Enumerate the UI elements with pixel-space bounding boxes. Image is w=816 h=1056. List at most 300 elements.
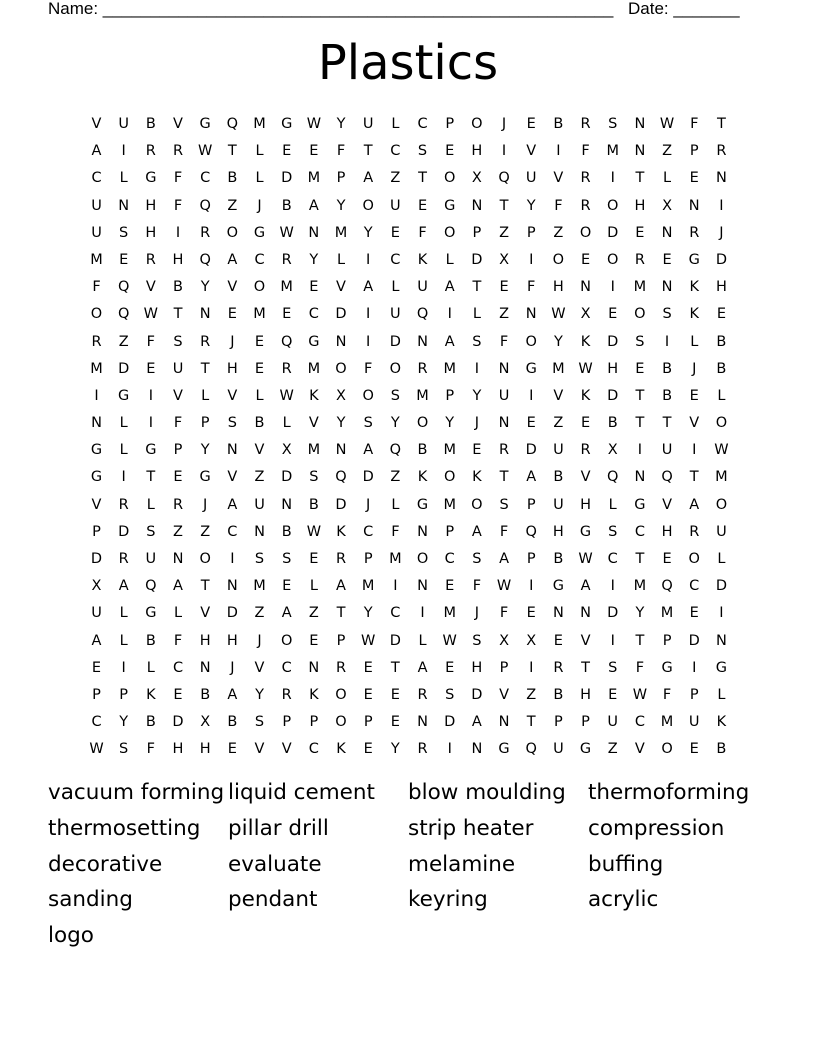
grid-letter[interactable]: B [227, 170, 238, 187]
grid-letter[interactable]: I [148, 415, 153, 432]
grid-letter[interactable]: E [499, 279, 509, 296]
grid-letter[interactable]: Z [662, 143, 673, 160]
grid-letter[interactable]: A [471, 523, 482, 540]
grid-letter[interactable]: X [580, 306, 591, 323]
grid-letter[interactable]: H [634, 197, 646, 214]
grid-letter[interactable]: D [226, 605, 238, 622]
grid-letter[interactable]: V [173, 387, 183, 404]
grid-letter[interactable]: E [390, 686, 400, 703]
grid-letter[interactable]: E [91, 659, 102, 676]
grid-letter[interactable]: N [91, 415, 102, 432]
grid-letter[interactable]: N [661, 224, 673, 241]
grid-letter[interactable]: I [366, 251, 371, 268]
grid-letter[interactable]: R [417, 741, 428, 758]
grid-letter[interactable]: N [281, 496, 293, 513]
grid-letter[interactable]: P [336, 632, 346, 649]
grid-letter[interactable]: G [579, 741, 592, 758]
grid-letter[interactable]: S [608, 659, 618, 676]
grid-letter[interactable]: M [307, 442, 321, 459]
grid-letter[interactable]: E [580, 415, 591, 432]
grid-letter[interactable]: N [417, 523, 428, 540]
grid-letter[interactable]: A [308, 197, 319, 214]
grid-letter[interactable]: V [580, 469, 591, 486]
grid-letter[interactable]: C [607, 551, 618, 567]
grid-letter[interactable]: H [661, 523, 673, 540]
grid-letter[interactable]: M [606, 143, 619, 160]
grid-letter[interactable]: H [580, 496, 591, 513]
grid-letter[interactable]: H [226, 360, 238, 377]
grid-letter[interactable]: M [443, 605, 456, 622]
grid-letter[interactable]: B [200, 686, 211, 703]
grid-letter[interactable]: L [309, 578, 318, 595]
grid-letter[interactable]: R [281, 251, 292, 268]
grid-letter[interactable]: T [526, 714, 536, 731]
grid-letter[interactable]: S [282, 551, 292, 567]
grid-letter[interactable]: C [308, 741, 319, 758]
grid-letter[interactable]: G [118, 387, 130, 404]
grid-letter[interactable]: H [226, 632, 238, 649]
grid-letter[interactable]: N [172, 551, 184, 567]
grid-letter[interactable]: L [119, 632, 128, 649]
grid-letter[interactable]: M [90, 251, 103, 268]
grid-letter[interactable]: G [281, 116, 293, 132]
grid-letter[interactable]: F [336, 143, 346, 160]
grid-letter[interactable]: M [552, 360, 565, 377]
grid-letter[interactable]: Q [661, 469, 673, 486]
grid-letter[interactable]: O [335, 686, 347, 703]
grid-letter[interactable]: G [688, 251, 700, 268]
grid-letter[interactable]: G [145, 605, 157, 622]
grid-letter[interactable]: Z [553, 415, 564, 432]
grid-letter[interactable]: O [362, 387, 374, 404]
grid-letter[interactable]: F [499, 605, 509, 622]
grid-letter[interactable]: G [416, 496, 429, 513]
grid-letter[interactable]: B [227, 714, 238, 731]
grid-letter[interactable]: L [717, 686, 726, 703]
grid-letter[interactable]: V [254, 659, 265, 676]
grid-letter[interactable]: K [309, 387, 319, 404]
grid-letter[interactable]: C [390, 143, 401, 160]
grid-letter[interactable]: X [499, 632, 510, 649]
grid-letter[interactable]: I [230, 551, 235, 567]
grid-letter[interactable]: W [442, 632, 457, 649]
grid-letter[interactable]: D [525, 442, 537, 459]
grid-letter[interactable]: S [119, 224, 129, 241]
grid-letter[interactable]: A [227, 496, 238, 513]
grid-letter[interactable]: M [416, 387, 429, 404]
grid-letter[interactable]: K [689, 306, 699, 323]
grid-letter[interactable]: F [146, 741, 155, 758]
grid-letter[interactable]: L [391, 279, 400, 296]
grid-letter[interactable]: K [336, 523, 346, 540]
grid-letter[interactable]: Y [390, 415, 400, 432]
grid-letter[interactable]: E [254, 333, 265, 350]
grid-letter[interactable]: A [118, 578, 129, 595]
grid-letter[interactable]: M [280, 279, 293, 296]
grid-letter[interactable]: M [660, 605, 674, 622]
grid-letter[interactable]: L [336, 251, 346, 268]
grid-letter[interactable]: I [692, 659, 697, 676]
grid-letter[interactable]: A [173, 578, 183, 595]
grid-letter[interactable]: D [281, 469, 293, 486]
grid-letter[interactable]: L [608, 496, 617, 513]
grid-letter[interactable]: Y [200, 442, 210, 459]
grid-letter[interactable]: U [417, 279, 428, 296]
grid-letter[interactable]: C [390, 251, 401, 268]
grid-letter[interactable]: N [715, 170, 727, 187]
grid-letter[interactable]: T [662, 415, 672, 432]
grid-letter[interactable]: U [607, 714, 619, 731]
grid-letter[interactable]: S [608, 523, 618, 540]
grid-letter[interactable]: G [498, 741, 510, 758]
grid-letter[interactable]: M [307, 170, 321, 187]
grid-letter[interactable]: M [334, 224, 348, 241]
grid-letter[interactable]: A [91, 632, 102, 649]
grid-letter[interactable]: E [363, 741, 373, 758]
grid-letter[interactable]: H [172, 251, 184, 268]
grid-letter[interactable]: G [199, 116, 211, 132]
grid-letter[interactable]: G [661, 659, 673, 676]
grid-letter[interactable]: J [257, 197, 262, 214]
grid-letter[interactable]: R [634, 251, 645, 268]
grid-letter[interactable]: I [637, 442, 643, 459]
grid-letter[interactable]: G [552, 578, 564, 595]
grid-letter[interactable]: C [634, 714, 645, 731]
grid-letter[interactable]: L [255, 170, 264, 187]
grid-letter[interactable]: I [393, 578, 398, 595]
grid-letter[interactable]: R [580, 170, 591, 187]
grid-letter[interactable]: N [661, 279, 673, 296]
grid-letter[interactable]: O [607, 251, 619, 268]
grid-letter[interactable]: G [199, 469, 211, 486]
grid-letter[interactable]: W [714, 442, 729, 459]
grid-letter[interactable]: Q [117, 279, 130, 296]
grid-letter[interactable]: X [499, 251, 510, 268]
grid-letter[interactable]: H [552, 523, 564, 540]
grid-letter[interactable]: R [553, 659, 564, 676]
grid-letter[interactable]: E [445, 659, 455, 676]
grid-letter[interactable]: Q [145, 578, 157, 595]
grid-letter[interactable]: G [444, 197, 456, 214]
grid-letter[interactable]: A [526, 469, 537, 486]
grid-letter[interactable]: R [172, 143, 184, 160]
grid-letter[interactable]: Q [389, 442, 402, 459]
grid-letter[interactable]: E [689, 741, 699, 758]
grid-letter[interactable]: X [281, 442, 292, 459]
grid-letter[interactable]: V [553, 387, 564, 404]
grid-letter[interactable]: U [145, 551, 157, 567]
grid-letter[interactable]: B [553, 686, 564, 703]
grid-letter[interactable]: W [578, 360, 593, 377]
grid-letter[interactable]: N [226, 578, 238, 595]
grid-letter[interactable]: G [90, 442, 103, 459]
grid-letter[interactable]: V [662, 496, 673, 513]
grid-letter[interactable]: P [662, 632, 672, 649]
grid-letter[interactable]: N [471, 197, 483, 214]
grid-letter[interactable]: Q [280, 333, 293, 350]
grid-letter[interactable]: B [254, 415, 265, 432]
grid-letter[interactable]: N [199, 306, 211, 323]
grid-letter[interactable]: T [336, 605, 346, 622]
grid-letter[interactable]: G [145, 442, 157, 459]
grid-letter[interactable]: O [688, 551, 700, 567]
grid-letter[interactable]: F [662, 686, 672, 703]
grid-letter[interactable]: O [443, 170, 456, 187]
grid-letter[interactable]: T [635, 415, 645, 432]
grid-letter[interactable]: W [551, 306, 566, 323]
grid-letter[interactable]: O [199, 551, 211, 567]
grid-letter[interactable]: U [172, 360, 184, 377]
grid-letter[interactable]: N [525, 306, 537, 323]
grid-letter[interactable]: T [499, 197, 509, 214]
grid-letter[interactable]: I [556, 143, 561, 160]
grid-letter[interactable]: K [417, 251, 428, 268]
grid-letter[interactable]: A [363, 279, 374, 296]
grid-letter[interactable]: W [578, 551, 593, 567]
grid-letter[interactable]: O [607, 197, 619, 214]
grid-letter[interactable]: N [634, 143, 646, 160]
grid-letter[interactable]: I [121, 469, 126, 486]
grid-letter[interactable]: N [254, 523, 265, 540]
grid-letter[interactable]: N [634, 469, 646, 486]
grid-letter[interactable]: Y [553, 333, 563, 350]
grid-letter[interactable]: E [282, 578, 292, 595]
grid-letter[interactable]: V [145, 279, 156, 296]
grid-letter[interactable]: M [361, 578, 375, 595]
grid-letter[interactable]: M [715, 469, 728, 486]
grid-letter[interactable]: V [91, 496, 102, 513]
grid-letter[interactable]: D [335, 496, 347, 513]
grid-letter[interactable]: V [227, 469, 238, 486]
grid-letter[interactable]: X [336, 387, 346, 404]
grid-letter[interactable]: W [659, 116, 675, 132]
grid-letter[interactable]: I [501, 143, 507, 160]
grid-letter[interactable]: I [175, 224, 181, 241]
grid-letter[interactable]: I [148, 387, 153, 404]
grid-letter[interactable]: T [635, 551, 645, 567]
grid-letter[interactable]: D [607, 387, 619, 404]
grid-letter[interactable]: C [254, 251, 265, 268]
grid-letter[interactable]: T [390, 659, 400, 676]
grid-letter[interactable]: V [634, 741, 645, 758]
grid-letter[interactable]: G [579, 523, 592, 540]
grid-letter[interactable]: E [309, 143, 319, 160]
grid-letter[interactable]: N [498, 714, 510, 731]
grid-letter[interactable]: N [634, 116, 646, 132]
grid-letter[interactable]: Y [336, 116, 346, 132]
grid-letter[interactable]: Y [200, 279, 210, 296]
grid-letter[interactable]: M [307, 360, 321, 377]
grid-letter[interactable]: E [146, 360, 156, 377]
grid-letter[interactable]: T [499, 469, 509, 486]
grid-letter[interactable]: E [309, 632, 319, 649]
grid-letter[interactable]: O [335, 714, 347, 731]
grid-letter[interactable]: G [634, 496, 646, 513]
grid-letter[interactable]: P [526, 496, 536, 513]
grid-letter[interactable]: P [526, 224, 536, 241]
grid-letter[interactable]: D [118, 523, 130, 540]
grid-letter[interactable]: D [688, 632, 700, 649]
grid-letter[interactable]: Z [607, 741, 618, 758]
grid-letter[interactable]: O [389, 360, 402, 377]
grid-letter[interactable]: E [282, 143, 292, 160]
grid-letter[interactable]: J [203, 496, 208, 513]
grid-letter[interactable]: L [445, 251, 454, 268]
grid-letter[interactable]: F [173, 170, 183, 187]
grid-letter[interactable]: R [172, 496, 184, 513]
grid-letter[interactable]: E [635, 224, 645, 241]
grid-letter[interactable]: N [498, 360, 510, 377]
grid-letter[interactable]: T [418, 170, 427, 187]
grid-letter[interactable]: R [281, 360, 292, 377]
grid-letter[interactable]: T [363, 143, 373, 160]
grid-letter[interactable]: O [90, 306, 103, 323]
grid-letter[interactable]: F [146, 333, 155, 350]
grid-letter[interactable]: Y [472, 387, 482, 404]
grid-letter[interactable]: E [363, 659, 373, 676]
grid-letter[interactable]: G [525, 360, 537, 377]
grid-letter[interactable]: M [443, 442, 456, 459]
grid-letter[interactable]: B [308, 496, 319, 513]
grid-letter[interactable]: E [526, 605, 536, 622]
grid-letter[interactable]: Z [200, 523, 211, 540]
grid-letter[interactable]: K [417, 469, 428, 486]
grid-letter[interactable]: C [91, 170, 102, 187]
grid-letter[interactable]: I [719, 197, 724, 214]
grid-letter[interactable]: N [308, 659, 320, 676]
grid-letter[interactable]: D [118, 360, 130, 377]
grid-letter[interactable]: H [552, 279, 564, 296]
grid-letter[interactable]: N [580, 279, 591, 296]
grid-letter[interactable]: L [146, 659, 155, 676]
grid-letter[interactable]: L [201, 387, 210, 404]
grid-letter[interactable]: K [472, 469, 482, 486]
grid-letter[interactable]: E [363, 686, 373, 703]
grid-letter[interactable]: V [336, 279, 346, 296]
grid-letter[interactable]: I [366, 306, 371, 323]
grid-letter[interactable]: F [173, 415, 183, 432]
grid-letter[interactable]: T [227, 143, 237, 160]
grid-letter[interactable]: N [552, 605, 564, 622]
grid-letter[interactable]: U [716, 523, 727, 540]
grid-letter[interactable]: W [361, 632, 376, 649]
grid-letter[interactable]: N [199, 659, 211, 676]
grid-letter[interactable]: H [199, 741, 211, 758]
grid-letter[interactable]: V [173, 116, 183, 132]
grid-letter[interactable]: H [580, 686, 591, 703]
grid-letter[interactable]: V [91, 116, 102, 132]
grid-letter[interactable]: P [689, 143, 699, 160]
grid-letter[interactable]: N [308, 224, 320, 241]
grid-letter[interactable]: D [607, 605, 619, 622]
grid-letter[interactable]: M [443, 360, 456, 377]
grid-letter[interactable]: I [121, 143, 126, 160]
grid-letter[interactable]: A [336, 578, 346, 595]
date-field[interactable]: Date: _______ [628, 0, 740, 18]
grid-letter[interactable]: L [282, 415, 291, 432]
grid-letter[interactable]: F [92, 279, 101, 296]
grid-letter[interactable]: P [200, 415, 210, 432]
grid-letter[interactable]: O [280, 632, 293, 649]
grid-letter[interactable]: R [580, 116, 591, 132]
grid-letter[interactable]: P [689, 686, 699, 703]
grid-letter[interactable]: O [416, 551, 429, 567]
grid-letter[interactable]: E [227, 741, 237, 758]
grid-letter[interactable]: Y [363, 224, 373, 241]
grid-letter[interactable]: O [253, 279, 266, 296]
grid-letter[interactable]: I [529, 578, 534, 595]
grid-letter[interactable]: X [526, 632, 537, 649]
grid-letter[interactable]: E [227, 306, 237, 323]
grid-letter[interactable]: F [527, 279, 536, 296]
grid-letter[interactable]: D [471, 251, 483, 268]
grid-letter[interactable]: D [607, 333, 619, 350]
grid-letter[interactable]: G [308, 333, 320, 350]
grid-letter[interactable]: R [118, 496, 129, 513]
grid-letter[interactable]: R [689, 523, 700, 540]
grid-letter[interactable]: C [363, 523, 374, 540]
grid-letter[interactable]: K [336, 741, 346, 758]
grid-letter[interactable]: G [715, 659, 728, 676]
grid-letter[interactable]: L [173, 605, 183, 622]
grid-letter[interactable]: E [662, 551, 672, 567]
grid-letter[interactable]: T [146, 469, 156, 486]
grid-letter[interactable]: L [119, 415, 128, 432]
grid-letter[interactable]: B [662, 387, 673, 404]
grid-letter[interactable]: U [390, 306, 401, 323]
grid-letter[interactable]: U [91, 224, 102, 241]
grid-letter[interactable]: D [389, 632, 401, 649]
grid-letter[interactable]: E [445, 578, 455, 595]
grid-letter[interactable]: J [692, 360, 697, 377]
grid-letter[interactable]: G [90, 469, 103, 486]
grid-letter[interactable]: Y [119, 714, 129, 731]
grid-letter[interactable]: O [362, 197, 374, 214]
grid-letter[interactable]: A [363, 170, 374, 187]
grid-letter[interactable]: R [200, 333, 211, 350]
grid-letter[interactable]: K [580, 387, 591, 404]
grid-letter[interactable]: Q [498, 170, 510, 187]
grid-letter[interactable]: H [607, 360, 619, 377]
grid-letter[interactable]: Q [117, 306, 130, 323]
grid-letter[interactable]: B [553, 469, 564, 486]
grid-letter[interactable]: P [363, 714, 373, 731]
grid-letter[interactable]: I [366, 333, 371, 350]
grid-letter[interactable]: M [389, 551, 402, 567]
grid-letter[interactable]: L [391, 496, 400, 513]
grid-letter[interactable]: Q [661, 578, 673, 595]
grid-letter[interactable]: C [308, 306, 319, 323]
grid-letter[interactable]: I [474, 360, 480, 377]
grid-letter[interactable]: Z [526, 686, 537, 703]
grid-letter[interactable]: E [119, 251, 129, 268]
grid-letter[interactable]: S [472, 632, 482, 649]
grid-letter[interactable]: H [199, 632, 211, 649]
grid-letter[interactable]: S [662, 306, 672, 323]
grid-letter[interactable]: W [279, 224, 294, 241]
grid-letter[interactable]: P [119, 686, 129, 703]
grid-letter[interactable]: O [525, 333, 537, 350]
grid-letter[interactable]: C [634, 523, 645, 540]
grid-letter[interactable]: O [715, 496, 728, 513]
grid-letter[interactable]: E [662, 251, 672, 268]
grid-letter[interactable]: E [608, 686, 618, 703]
grid-letter[interactable]: O [471, 116, 483, 132]
grid-letter[interactable]: V [308, 415, 319, 432]
grid-letter[interactable]: D [90, 551, 103, 567]
grid-letter[interactable]: C [200, 170, 211, 187]
grid-letter[interactable]: U [118, 116, 129, 132]
